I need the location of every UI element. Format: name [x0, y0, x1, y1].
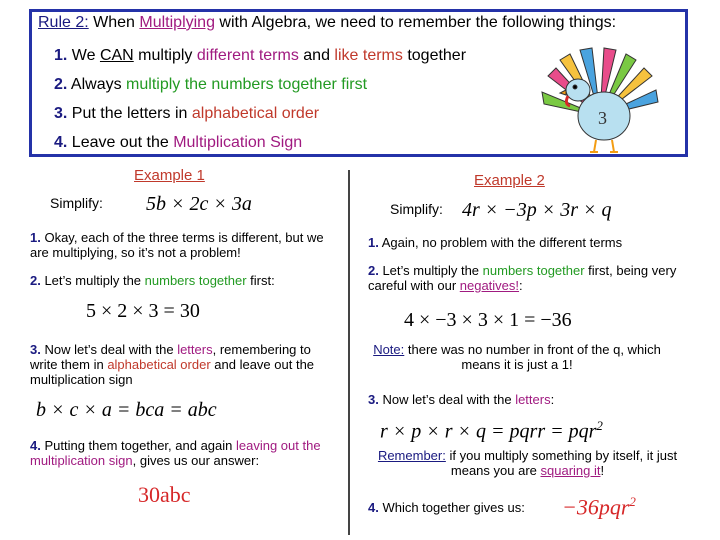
step-highlight: numbers together [482, 263, 585, 278]
answer-text: −36pqr [562, 494, 630, 520]
example1-expression: 5b × 2c × 3a [146, 193, 252, 215]
rule-title-rest: with Algebra, we need to remember the following things: [214, 14, 617, 31]
svg-text:3: 3 [598, 108, 607, 128]
rule-multiplying: Multiplying [139, 14, 215, 31]
example1-title: Example 1 [134, 167, 205, 184]
example2-simplify-label: Simplify: [390, 201, 443, 217]
step-text: and leave out the multiplication sign [30, 357, 315, 387]
step-highlight: alphabetical order [107, 357, 211, 372]
example2-step1 [368, 235, 708, 250]
example2-step4 [368, 500, 525, 515]
step-number: 2. [368, 263, 379, 278]
rule-item-1 [54, 47, 466, 65]
example2-note [362, 342, 672, 372]
example1-answer: 30abc [138, 482, 191, 507]
example2-title: Example 2 [474, 172, 545, 189]
rule-text: Leave out the [67, 134, 174, 151]
step-text: , gives us our answer: [132, 453, 260, 468]
rule-item-4 [54, 134, 302, 152]
step-text: Let’s multiply the [378, 263, 483, 278]
rule-multiply-numbers: multiply the numbers together first [126, 76, 368, 93]
example2-remember [360, 448, 695, 478]
rule-item-2 [54, 76, 367, 94]
remember-highlight: squaring it [540, 463, 601, 478]
example1-step1 [30, 230, 330, 260]
rule-text: Put the letters in [67, 105, 192, 122]
rule-different-terms: different terms [196, 47, 299, 64]
step-text: Now let’s deal with the [40, 342, 178, 357]
example2-step3 [368, 392, 668, 407]
example2-expression: 4r × −3p × 3r × q [462, 199, 612, 221]
rule-label: Rule 2: [38, 14, 89, 31]
step-text: , remembering to write them in [30, 342, 311, 372]
step-highlight: numbers together [144, 273, 247, 288]
example1-letters-equation: b × c × a = bca = abc [36, 399, 217, 421]
step-highlight: letters [177, 342, 213, 357]
note-label: Note: [373, 342, 405, 357]
column-divider [348, 170, 350, 535]
rule-item-number: 1. [54, 47, 68, 64]
step-number: 4. [30, 438, 41, 453]
step-text: : [550, 392, 555, 407]
rule-item-number: 3. [54, 105, 68, 122]
example2-answer [562, 494, 636, 520]
rule-title-text: When [88, 14, 140, 31]
example1-simplify-label: Simplify: [50, 195, 103, 211]
example1-step4 [30, 438, 330, 468]
letters-equation-text: r × p × r × q = pqrr = pqr [380, 420, 597, 443]
step-text: Putting them together, and again [40, 438, 236, 453]
rule-text: multiply [133, 47, 197, 64]
rule-title [38, 14, 616, 32]
step-highlight: letters [515, 392, 551, 407]
step-text: Which together gives us: [378, 500, 525, 515]
remember-text: ! [600, 463, 605, 478]
rule-alphabetical-order: alphabetical order [191, 105, 320, 122]
step-text: first: [246, 273, 275, 288]
step-number: 1. [368, 235, 379, 250]
step-number: 2. [30, 273, 41, 288]
step-number: 4. [368, 500, 379, 515]
step-number: 1. [30, 230, 41, 245]
rule-item-number: 4. [54, 134, 68, 151]
rule-item-number: 2. [54, 76, 68, 93]
rule-like-terms: like terms [334, 47, 403, 64]
step-highlight: leaving out the multiplication sign [30, 438, 321, 468]
letters-equation-exponent: 2 [596, 418, 603, 433]
step-text: : [519, 278, 523, 293]
rule-text: and [298, 47, 335, 64]
example1-step3 [30, 342, 335, 387]
rule-multiplication-sign: Multiplication Sign [173, 134, 303, 151]
rule-can: CAN [99, 47, 134, 64]
step-text: Now let’s deal with the [378, 392, 516, 407]
step-highlight: negatives! [459, 278, 520, 293]
rule-text: together [402, 47, 467, 64]
example1-numbers-equation: 5 × 2 × 3 = 30 [86, 300, 200, 322]
step-text: Again, no problem with the different terms [378, 235, 623, 250]
rule-text: Always [67, 76, 127, 93]
step-number: 3. [30, 342, 41, 357]
remember-text: if you multiply something by itself, it just means you are [445, 448, 678, 478]
step-text: Okay, each of the three terms is different, but we are multiplying, so it’s not a problem! [30, 230, 324, 260]
example1-step2 [30, 273, 340, 288]
rule-text: We [67, 47, 100, 64]
step-text: first, being very careful with our [368, 263, 677, 293]
remember-label: Remember: [377, 448, 446, 463]
example2-numbers-equation: 4 × −3 × 3 × 1 = −36 [404, 309, 572, 331]
step-text: Let’s multiply the [40, 273, 145, 288]
answer-exponent: 2 [629, 494, 636, 509]
turkey-clipart-icon [538, 46, 662, 154]
example2-step2 [368, 263, 698, 293]
step-number: 3. [368, 392, 379, 407]
rule-item-3 [54, 105, 319, 123]
example2-letters-equation [380, 418, 603, 444]
note-text: there was no number in front of the q, which means it is just a 1! [404, 342, 661, 372]
